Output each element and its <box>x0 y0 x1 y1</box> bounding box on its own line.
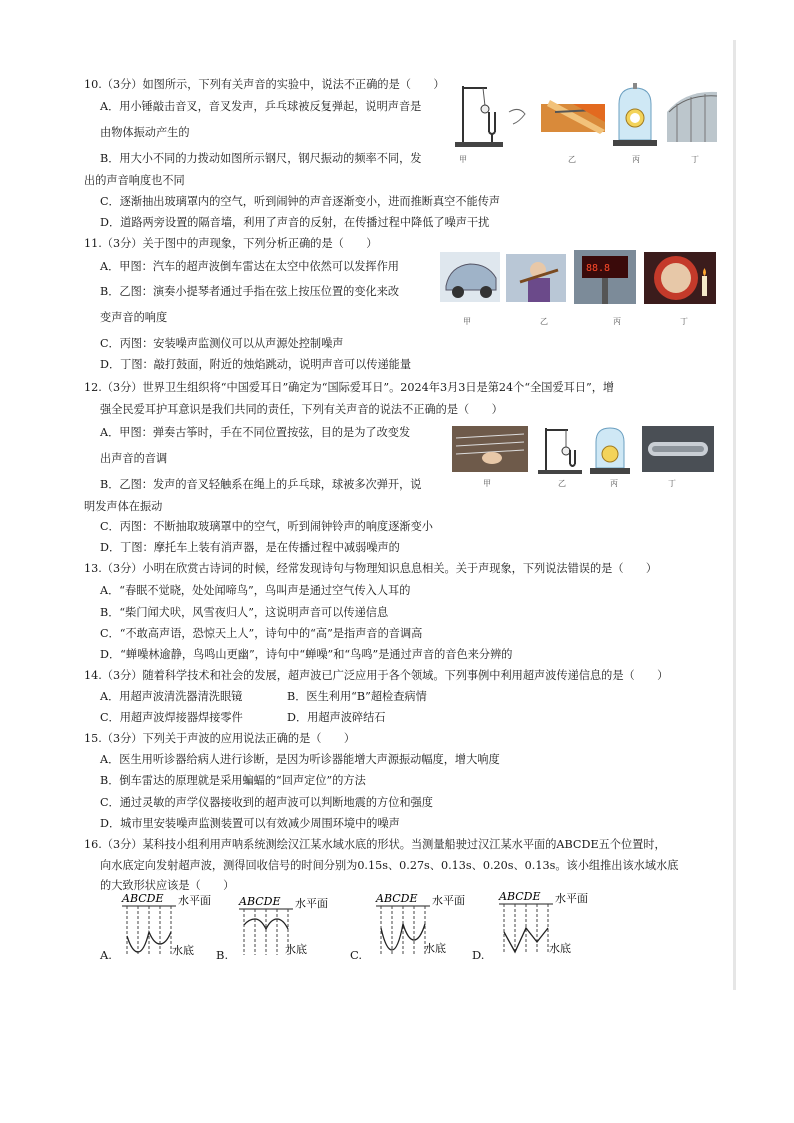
q16-option-b-label: B. <box>216 948 229 962</box>
q14-stem: 14.（3分）随着科学技术和社会的发展，超声波已广泛应用于各个领域。下列事例中利用超声波传递信息的是（ ） <box>84 669 669 682</box>
q11-label-bing: 丙 <box>613 317 621 326</box>
q14-option-c: C．用超声波焊接器焊接零件 <box>100 711 243 724</box>
q13-option-a: A．“春眠不觉晓，处处闻啼鸟”，鸟叫声是通过空气传入人耳的 <box>100 584 411 597</box>
q10-label-ding: 丁 <box>691 155 699 164</box>
q14-option-d: D．用超声波碎结石 <box>287 711 386 724</box>
q11-option-a: A．甲图：汽车的超声波倒车雷达在太空中依然可以发挥作用 <box>100 260 399 273</box>
q11-option-d: D．丁图：敲打鼓面，附近的烛焰跳动，说明声音可以传递能量 <box>100 358 412 371</box>
q14-option-a: A．用超声波清洗器清洗眼镜 <box>100 690 243 703</box>
q14-option-b: B．医生利用“B”超检查病情 <box>287 690 427 703</box>
q12-label-ding: 丁 <box>668 479 676 488</box>
drum-candle-photo <box>644 252 716 304</box>
motorcycle-muffler-photo <box>642 426 714 472</box>
q10-option-b-line1: B．用大小不同的力拨动如图所示钢尺，钢尺振动的频率不同，发 <box>100 152 422 165</box>
q16-diagram-c <box>372 890 472 962</box>
q10-figures <box>455 82 725 154</box>
q16-c-bottom: 水底 <box>424 942 446 955</box>
q10-option-b-line2: 出的声音响度也不同 <box>84 174 185 187</box>
q16-d-bottom: 水底 <box>549 942 571 955</box>
q11-label-jia: 甲 <box>463 317 471 326</box>
q11-option-b-line2: 变声音的响度 <box>100 311 168 324</box>
q12-option-a-line2: 出声音的音调 <box>100 452 168 465</box>
q16-a-bottom: 水底 <box>172 944 194 957</box>
violin-player-photo <box>506 254 566 302</box>
q10-stem: 10.（3分）如图所示，下列有关声音的实验中，说法不正确的是（ ） <box>84 78 445 91</box>
q16-option-c-label: C. <box>350 948 363 962</box>
q16-diagram-d <box>495 888 595 962</box>
noise-monitor-photo <box>574 250 636 304</box>
svg-text:88.8: 88.8 <box>586 263 611 274</box>
q13-option-b: B．“柴门闻犬吠，风雪夜归人”，这说明声音可以传递信息 <box>100 606 389 619</box>
q12-option-b-line1: B．乙图：发声的音叉轻触系在绳上的乒乓球，球被多次弹开，说 <box>100 478 422 491</box>
q16-d-points: ABCDE <box>499 890 541 903</box>
q10-label-yi: 乙 <box>568 155 576 164</box>
q11-label-yi: 乙 <box>540 317 548 326</box>
q12-label-jia: 甲 <box>483 479 491 488</box>
q12-option-a-line1: A．甲图：弹奏古筝时，手在不同位置按弦，目的是为了改变发 <box>100 426 411 439</box>
q10-option-c: C．逐渐抽出玻璃罩内的空气，听到闹钟的声音逐渐变小，进而推断真空不能传声 <box>100 195 501 208</box>
q10-option-a-line1: A．用小锤敲击音叉，音叉发声，乒乓球被反复弹起，说明声音是 <box>100 100 422 113</box>
q16-diagram-b <box>235 893 335 963</box>
bell-jar-figure <box>613 83 657 146</box>
tuning-fork-ball-figure <box>455 86 525 147</box>
q16-a-points: ABCDE <box>122 892 164 905</box>
q12-figures <box>452 424 714 476</box>
q11-option-b-line1: B．乙图：演奏小提琴者通过手指在弦上按压位置的变化来改 <box>100 285 400 298</box>
bell-jar-clock-figure <box>590 428 630 474</box>
q15-stem: 15.（3分）下列关于声波的应用说法正确的是（ ） <box>84 732 356 745</box>
q12-stem-line1: 12.（3分）世界卫生组织将“中国爱耳日”确定为“国际爱耳日”。2024年3月3日是第24个“全国爱耳日”，增 <box>84 381 615 394</box>
q16-b-points: ABCDE <box>239 895 281 908</box>
q15-option-c: C．通过灵敏的声学仪器接收到的超声波可以判断地震的方位和强度 <box>100 796 433 809</box>
q10-label-bing: 丙 <box>632 155 640 164</box>
steel-ruler-figure <box>541 100 605 134</box>
q11-figures <box>440 248 720 308</box>
tuning-fork-pingpong-figure <box>538 428 582 474</box>
q15-option-d: D．城市里安装噪声监测装置可以有效减少周围环境中的噪声 <box>100 817 400 830</box>
q11-option-c: C．丙图：安装噪声监测仪可以从声源处控制噪声 <box>100 337 344 350</box>
q15-option-b: B．倒车雷达的原理就是采用蝙蝠的“回声定位”的方法 <box>100 774 366 787</box>
q12-option-d: D．丁图：摩托车上装有消声器，是在传播过程中减弱噪声的 <box>100 541 400 554</box>
q16-stem-line3: 的大致形状应该是（ ） <box>100 879 235 892</box>
q16-a-surface: 水平面 <box>178 894 211 907</box>
q16-stem-line2: 向水底定向发射超声波，测得回收信号的时间分别为0.15s、0.27s、0.13s、0.20s、0.13s。该小组推出该水域水底 <box>100 859 679 872</box>
q16-diagram-a <box>120 890 212 962</box>
q11-stem: 11.（3分）关于图中的声现象，下列分析正确的是（ ） <box>84 237 378 250</box>
q16-option-d-label: D. <box>472 948 485 962</box>
q12-option-c: C．丙图：不断抽取玻璃罩中的空气，听到闹钟铃声的响度逐渐变小 <box>100 520 433 533</box>
q13-option-d: D．“蝉噪林逾静，鸟鸣山更幽”，诗句中“蝉噪”和“鸟鸣”是通过声音的音色来分辨的 <box>100 648 513 661</box>
q12-stem-line2: 强全民爱耳护耳意识是我们共同的责任，下列有关声音的说法不正确的是（ ） <box>100 403 503 416</box>
q10-option-a-line2: 由物体振动产生的 <box>100 126 190 139</box>
q12-label-yi: 乙 <box>558 479 566 488</box>
car-radar-photo <box>440 252 500 302</box>
q16-c-surface: 水平面 <box>432 894 465 907</box>
q10-label-jia: 甲 <box>459 155 467 164</box>
q10-option-d: D．道路两旁设置的隔音墙，利用了声音的反射，在传播过程中降低了噪声干扰 <box>100 216 490 229</box>
q16-stem-line1: 16.（3分）某科技小组利用声呐系统测绘汉江某水域水底的形状。当测量船驶过汉江某水平面的ABCDE五个位置时， <box>84 838 666 851</box>
q16-b-surface: 水平面 <box>295 897 328 910</box>
q15-option-a: A．医生用听诊器给病人进行诊断，是因为听诊器能增大声源振动幅度，增大响度 <box>100 753 500 766</box>
q12-label-bing: 丙 <box>610 479 618 488</box>
q16-c-points: ABCDE <box>376 892 418 905</box>
q12-option-b-line2: 明发声体在振动 <box>84 500 163 513</box>
q13-stem: 13.（3分）小明在欣赏古诗词的时候，经常发现诗句与物理知识息息相关。关于声现象，下列说法错误的是（ ） <box>84 562 658 575</box>
sound-barrier-figure <box>667 92 717 142</box>
guzheng-photo <box>452 426 528 472</box>
q16-option-a-label: A. <box>100 948 112 962</box>
q16-d-surface: 水平面 <box>555 892 588 905</box>
q16-b-bottom: 水底 <box>285 943 307 956</box>
page-edge-shadow <box>733 40 736 990</box>
q13-option-c: C．“不敢高声语，恐惊天上人”，诗句中的“高”是指声音的音调高 <box>100 627 423 640</box>
q11-label-ding: 丁 <box>680 317 688 326</box>
